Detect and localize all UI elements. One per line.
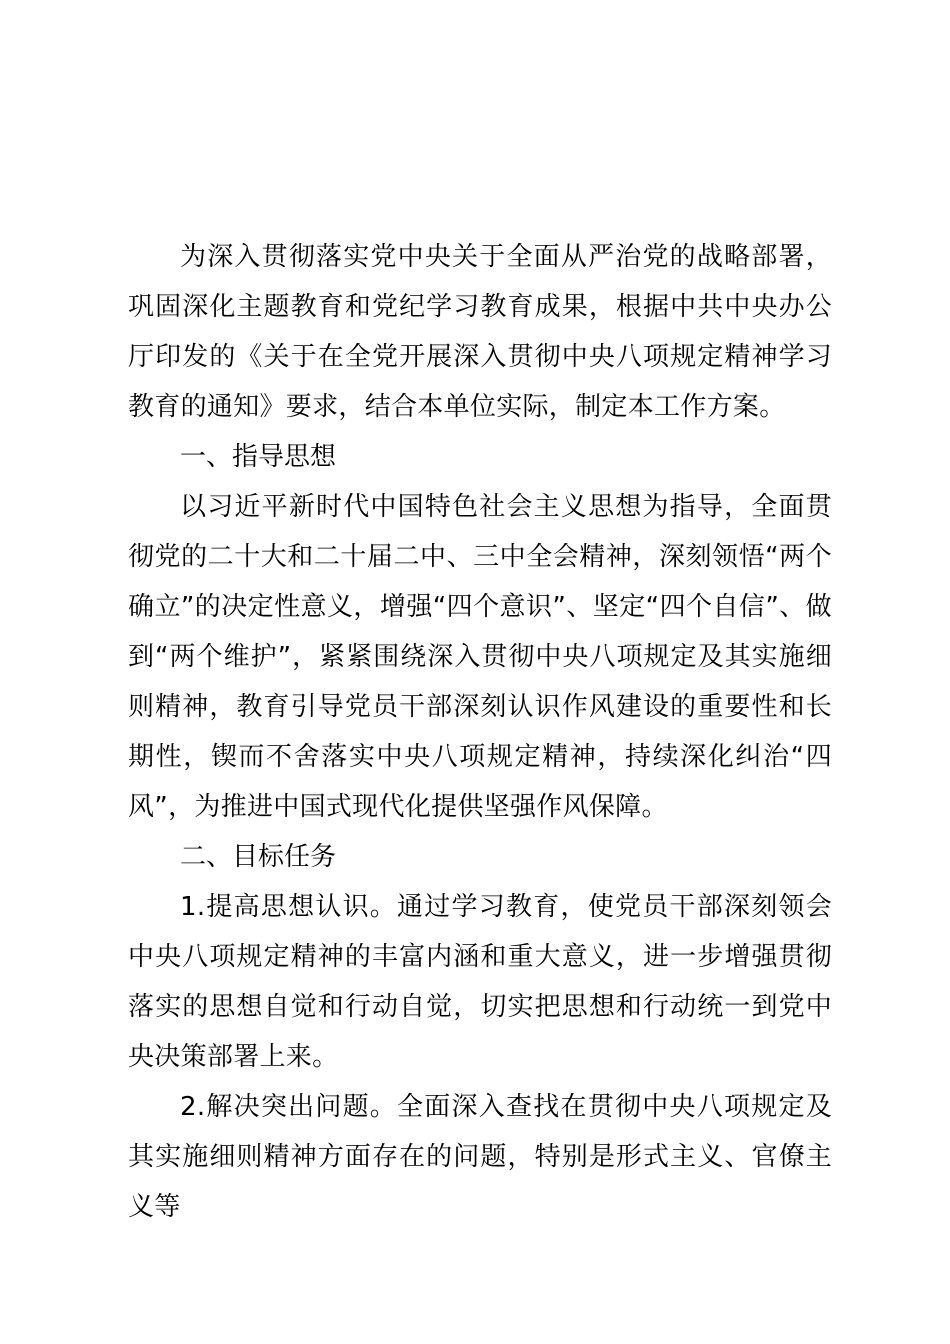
intro-paragraph: 为深入贯彻落实党中央关于全面从严治党的战略部署，巩固深化主题教育和党纪学习教育成果，根据中共中央办公厅印发的《关于在全党开展深入贯彻中央八项规定精神学习教育的通知》要求，结合本单位实际，制定本工作方案。 [128,242,832,422]
goal-item-1: 1.提高思想认识。通过学习教育，使党员干部深刻领会中央八项规定精神的丰富内涵和重大意义，进一步增强贯彻落实的思想自觉和行动自觉，切实把思想和行动统一到党中央决策部署上来。 [128,892,832,1072]
document-body [128,232,832,1232]
guiding-ideology-paragraph: 以习近平新时代中国特色社会主义思想为指导，全面贯彻党的二十大和二十届二中、三中全会精神，深刻领悟“两个确立”的决定性意义，增强“四个意识”、坚定“四个自信”、做到“两个维护”，紧紧围绕深入贯彻中央八项规定及其实施细则精神，教育引导党员干部深刻认识作风建设的重要性和长期性，锲而不舍落实中央八项规定精神，持续深化纠治“四风”，为推进中国式现代化提供坚强作风保障。 [128,492,832,822]
section-heading-guiding-ideology: 一、指导思想 [180,442,337,472]
goal-item-2: 2.解决突出问题。全面深入查找在贯彻中央八项规定及其实施细则精神方面存在的问题，特别是形式主义、官僚主义等 [128,1092,832,1222]
section-heading-goals-tasks: 二、目标任务 [180,842,337,872]
